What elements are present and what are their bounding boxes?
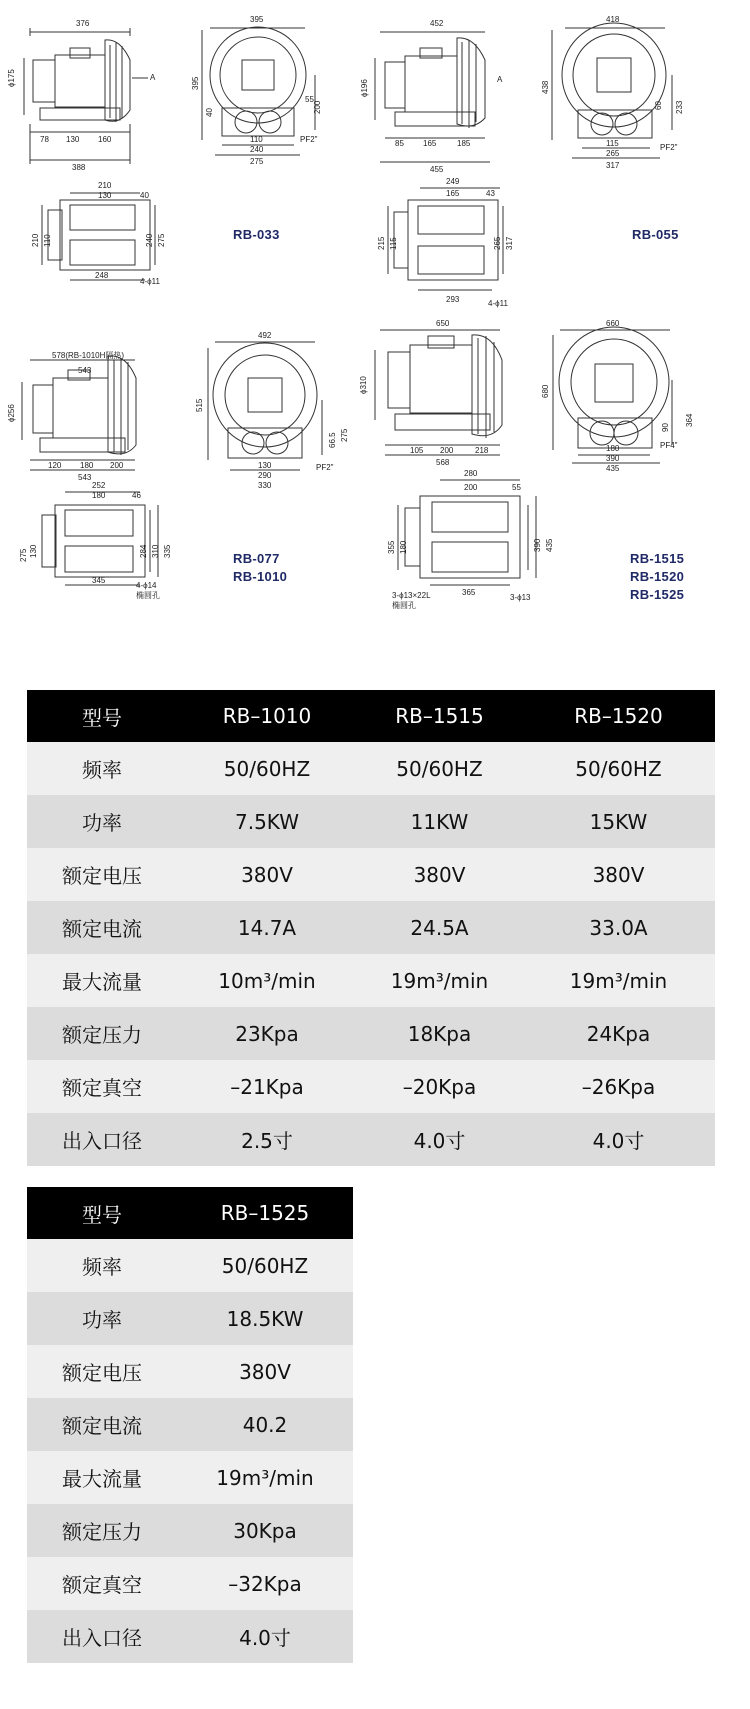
rb055-base-r1: 265: [493, 236, 502, 250]
table-row: [27, 954, 715, 1007]
spec-table-2: [27, 1187, 353, 1663]
cell: 2.5寸: [177, 1113, 357, 1166]
rb077-base-view: [42, 492, 158, 585]
cell: 50/60HZ: [522, 742, 715, 795]
row-label: 最大流量: [27, 954, 177, 1007]
cell: 40.2: [177, 1398, 353, 1451]
rb033-front-width: 395: [250, 15, 264, 24]
rb033-base-view: [42, 193, 155, 280]
rb033-base-l1: 210: [31, 233, 40, 247]
rb055-front-width: 418: [606, 15, 620, 24]
rb033-side-total: 388: [72, 163, 86, 172]
rb033-front-h3: 40: [205, 108, 214, 117]
rb055-front-height: 438: [541, 80, 550, 94]
cell: 380V: [177, 1345, 353, 1398]
rb055-base-view: [388, 188, 503, 290]
rb077-front-h2: 66.5: [328, 432, 337, 448]
rb055-base-holes: 4-ϕ11: [488, 299, 508, 308]
header-cell: RB–1515: [357, 690, 522, 742]
rb033-base-r1: 240: [145, 233, 154, 247]
rb033-front-h1: 200: [313, 100, 322, 114]
cell: 4.0寸: [357, 1113, 522, 1166]
model-label-rb055: RB-055: [632, 227, 679, 242]
rb055-base-t3: 43: [486, 189, 495, 198]
table-row: [27, 795, 715, 848]
cell: 14.7A: [177, 901, 357, 954]
rb033-side-d3: 160: [98, 135, 112, 144]
rb055-side-d3: 185: [457, 139, 471, 148]
rb1515-base-t2: 200: [464, 483, 478, 492]
table-row: [27, 1610, 353, 1663]
rb077-side-diameter: ϕ256: [7, 404, 16, 422]
rb1515-base-r2: 435: [545, 538, 554, 552]
cell: –26Kpa: [522, 1060, 715, 1113]
rb1515-base-bottom: 365: [462, 588, 476, 597]
rb055-front-h2: 60: [654, 101, 663, 110]
cell: 4.0寸: [522, 1113, 715, 1166]
rb077-base-bottom: 345: [92, 576, 106, 585]
rb077-side-d1: 120: [48, 461, 62, 470]
row-label: 出入口径: [27, 1610, 177, 1663]
rb033-base-t2: 130: [98, 191, 112, 200]
rb055-front-b3: 317: [606, 161, 620, 170]
rb055-arrow-label: A: [497, 75, 503, 84]
row-label: 额定电流: [27, 1398, 177, 1451]
cell: 7.5KW: [177, 795, 357, 848]
rb1515-front-b1: 180: [606, 444, 620, 453]
rb033-base-t1: 210: [98, 181, 112, 190]
rb1515-base-l2: 180: [399, 540, 408, 554]
cell: 33.0A: [522, 901, 715, 954]
cell: 24Kpa: [522, 1007, 715, 1060]
rb055-base-l1: 215: [377, 236, 386, 250]
rb077-front-view: [208, 342, 322, 470]
cell: 19m³/min: [177, 1451, 353, 1504]
table-row: [27, 1113, 715, 1166]
table-header-row: [27, 690, 715, 742]
rb077-front-port: PF2": [316, 463, 334, 472]
table-header-row: [27, 1187, 353, 1239]
rb055-base-r2: 317: [505, 236, 514, 250]
rb055-front-b2: 265: [606, 149, 620, 158]
rb055-front-h1: 233: [675, 100, 684, 114]
rb033-base-l2: 110: [43, 234, 52, 247]
row-label: 功率: [27, 1292, 177, 1345]
cell: 11KW: [357, 795, 522, 848]
rb077-base-t1: 252: [92, 481, 106, 490]
rb077-base-r1: 284: [139, 544, 148, 558]
row-label: 额定电流: [27, 901, 177, 954]
rb055-base-t2: 165: [446, 189, 460, 198]
cell: 50/60HZ: [177, 742, 357, 795]
table-row: [27, 1345, 353, 1398]
rb1515-base-holes1: 3-ϕ13×22L: [392, 591, 431, 600]
rb077-side-d2: 180: [80, 461, 94, 470]
rb077-front-height: 515: [195, 398, 204, 412]
table-row: [27, 1007, 715, 1060]
rb1515-side-d1: 105: [410, 446, 424, 455]
table-row: [27, 742, 715, 795]
cell: 24.5A: [357, 901, 522, 954]
rb1515-front-port: PF4": [660, 441, 678, 450]
table-row: [27, 848, 715, 901]
cell: –32Kpa: [177, 1557, 353, 1610]
model-label-rb077-2: RB-1010: [233, 569, 288, 584]
rb033-front-height: 395: [191, 76, 200, 90]
table-row: [27, 1504, 353, 1557]
rb1515-base-l1: 355: [387, 540, 396, 554]
rb1515-front-view: [553, 327, 672, 463]
cell: 380V: [357, 848, 522, 901]
rb055-front-view: [552, 23, 672, 158]
rb033-arrow-label: A: [150, 73, 156, 82]
table-row: [27, 1292, 353, 1345]
rb033-base-r2: 275: [157, 233, 166, 247]
rb1515-front-h1: 364: [685, 413, 694, 427]
cell: 50/60HZ: [357, 742, 522, 795]
rb1515-side-d3: 218: [475, 446, 489, 455]
rb077-base-holes: 4-ϕ14: [136, 581, 157, 590]
rb077-front-b2: 290: [258, 471, 272, 480]
rb077-side-note: 578(RB-1010H隔热): [52, 351, 125, 360]
table-row: [27, 1398, 353, 1451]
rb033-side-diameter: ϕ175: [7, 69, 16, 87]
cell: 19m³/min: [522, 954, 715, 1007]
row-label: 额定真空: [27, 1060, 177, 1113]
table-row: [27, 1557, 353, 1610]
model-label-rb1515-2: RB-1520: [630, 569, 685, 584]
rb033-front-port: PF2": [300, 135, 318, 144]
row-label: 频率: [27, 1239, 177, 1292]
row-label: 额定真空: [27, 1557, 177, 1610]
rb033-base-bottom: 248: [95, 271, 109, 280]
table-row: [27, 1451, 353, 1504]
rb1515-front-height: 680: [541, 384, 550, 398]
row-label: 频率: [27, 742, 177, 795]
rb055-base-t1: 249: [446, 177, 460, 186]
cell: 23Kpa: [177, 1007, 357, 1060]
rb077-front-b3: 330: [258, 481, 272, 490]
rb033-side-d2: 130: [66, 135, 80, 144]
model-label-rb077-1: RB-077: [233, 551, 280, 566]
cell: 380V: [522, 848, 715, 901]
rb077-base-l1: 275: [19, 548, 28, 562]
row-label: 额定压力: [27, 1007, 177, 1060]
rb1515-base-t3: 55: [512, 483, 521, 492]
rb1515-front-width: 660: [606, 319, 620, 328]
rb1515-base-holes2: 3-ϕ13: [510, 593, 531, 602]
row-label: 额定压力: [27, 1504, 177, 1557]
model-label-rb033: RB-033: [233, 227, 280, 242]
rb055-side-d1: 85: [395, 139, 404, 148]
header-cell: RB–1010: [177, 690, 357, 742]
rb055-base-l2: 115: [389, 237, 398, 250]
rb033-front-h2: 55: [305, 95, 314, 104]
rb1515-side-width: 650: [436, 319, 450, 328]
rb055-side-diameter: ϕ196: [360, 79, 369, 97]
row-label: 出入口径: [27, 1113, 177, 1166]
header-cell: 型号: [27, 690, 177, 742]
rb077-front-width: 492: [258, 331, 272, 340]
rb1515-front-h2: 90: [661, 423, 670, 432]
rb1515-side-diameter: ϕ310: [359, 376, 368, 394]
cell: 50/60HZ: [177, 1239, 353, 1292]
rb1515-base-r1: 390: [533, 538, 542, 552]
header-cell: RB–1520: [522, 690, 715, 742]
cell: 4.0寸: [177, 1610, 353, 1663]
rb077-base-note: 椭圆孔: [136, 591, 160, 600]
table-row: [27, 901, 715, 954]
cell: 18Kpa: [357, 1007, 522, 1060]
header-cell: RB–1525: [177, 1187, 353, 1239]
rb055-front-b1: 115: [606, 139, 619, 148]
model-label-rb1515-1: RB-1515: [630, 551, 685, 566]
cell: –21Kpa: [177, 1060, 357, 1113]
rb1515-base-note: 椭圆孔: [392, 601, 416, 610]
rb077-front-h1: 275: [340, 428, 349, 442]
rb1515-side-d2: 200: [440, 446, 454, 455]
cell: 10m³/min: [177, 954, 357, 1007]
rb1515-side-view: [375, 330, 502, 455]
rb077-side-width: 543: [78, 366, 92, 375]
table-row: [27, 1239, 353, 1292]
rb077-base-t2: 180: [92, 491, 106, 500]
rb077-side-d3: 200: [110, 461, 124, 470]
rb1515-base-view: [398, 480, 536, 585]
rb1515-front-b2: 390: [606, 454, 620, 463]
rb055-side-total: 455: [430, 165, 444, 174]
model-label-rb1515-3: RB-1525: [630, 587, 685, 602]
rb033-base-holes: 4-ϕ11: [140, 277, 160, 286]
rb033-side-width: 376: [76, 19, 90, 28]
technical-drawings: [0, 0, 750, 660]
rb033-front-b1: 110: [250, 135, 263, 144]
cell: 30Kpa: [177, 1504, 353, 1557]
rb033-front-b2: 240: [250, 145, 264, 154]
row-label: 最大流量: [27, 1451, 177, 1504]
rb033-front-b3: 275: [250, 157, 264, 166]
row-label: 额定电压: [27, 848, 177, 901]
rb077-base-l2: 130: [29, 544, 38, 558]
rb077-front-b1: 130: [258, 461, 272, 470]
rb1515-side-total: 568: [436, 458, 450, 467]
rb077-side-total: 543: [78, 473, 92, 482]
rb1515-front-b3: 435: [606, 464, 620, 473]
rb1515-base-t1: 280: [464, 469, 478, 478]
rb077-base-t3: 46: [132, 491, 141, 500]
rb077-base-r2: 310: [151, 544, 160, 558]
row-label: 额定电压: [27, 1345, 177, 1398]
rb055-side-d2: 165: [423, 139, 437, 148]
rb055-side-width: 452: [430, 19, 444, 28]
header-cell: 型号: [27, 1187, 177, 1239]
rb077-base-r3: 335: [163, 544, 172, 558]
spec-table-1: [27, 690, 715, 1166]
cell: 19m³/min: [357, 954, 522, 1007]
cell: 15KW: [522, 795, 715, 848]
row-label: 功率: [27, 795, 177, 848]
table-row: [27, 1060, 715, 1113]
rb055-base-bottom: 293: [446, 295, 460, 304]
cell: 18.5KW: [177, 1292, 353, 1345]
rb033-side-d1: 78: [40, 135, 49, 144]
rb033-base-t3: 40: [140, 191, 149, 200]
cell: –20Kpa: [357, 1060, 522, 1113]
rb055-front-port: PF2": [660, 143, 678, 152]
cell: 380V: [177, 848, 357, 901]
